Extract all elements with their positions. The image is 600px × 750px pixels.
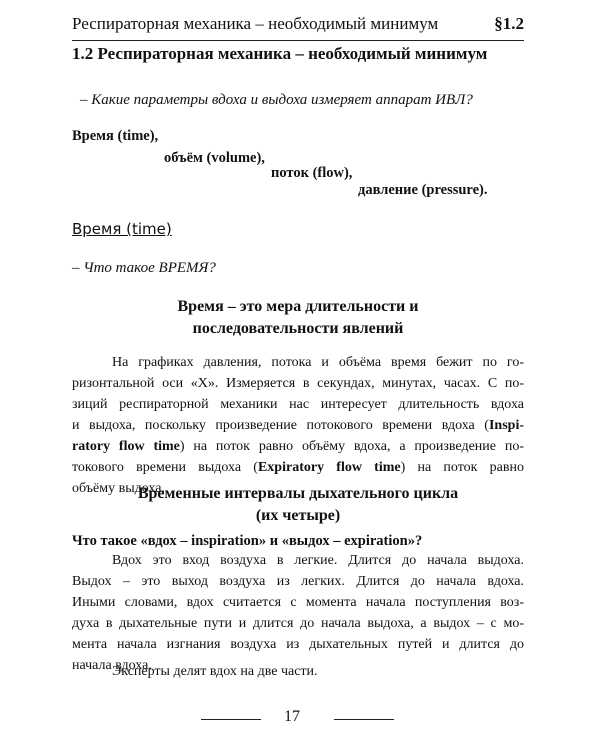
definition-line: последовательности явлений bbox=[192, 320, 404, 337]
term-inspiratory-cont: ratory flow time bbox=[72, 439, 180, 454]
text-segment: токового времени выдоха ( bbox=[72, 460, 258, 475]
text-line: Вдох это вход воздуха в легкие. Длится до начала выдоха. bbox=[112, 553, 524, 568]
section-title: 1.2 Респираторная механика – необходимый минимум bbox=[72, 44, 488, 63]
definition-line: Время – это мера длительности и bbox=[177, 298, 419, 315]
text-segment: и выдоха, поскольку произведение потокового времени вдоха ( bbox=[72, 418, 489, 433]
question-inspiration: Что такое «вдох – inspiration» и «выдох – expiration»? bbox=[72, 533, 423, 549]
text-line: ризонтальной оси «Х». Измеряется в секундах, минутах, часах. С по- bbox=[72, 376, 524, 391]
question-params: – Какие параметры вдоха и выдоха измеряет аппарат ИВЛ? bbox=[80, 92, 473, 108]
text-segment: ) на поток равно bbox=[400, 460, 524, 475]
question-time: – Что такое ВРЕМЯ? bbox=[72, 260, 216, 276]
footer-rule-left bbox=[201, 719, 261, 720]
param-flow: поток (flow), bbox=[271, 165, 353, 181]
text-line: начала вдоха. bbox=[72, 658, 152, 673]
text-line: На графиках давления, потока и объёма время бежит по го- bbox=[112, 355, 524, 370]
footer-rule-right bbox=[334, 719, 394, 720]
intervals-heading bbox=[72, 483, 524, 527]
definition-block bbox=[72, 296, 524, 340]
paragraph-time bbox=[72, 352, 524, 499]
paragraph-inspiration bbox=[72, 550, 524, 676]
page-number: 17 bbox=[284, 708, 300, 725]
intervals-heading-line: (их четыре) bbox=[255, 507, 341, 524]
closing-line: Эксперты делят вдох на две части. bbox=[112, 664, 318, 679]
intervals-heading-line: Временные интервалы дыхательного цикла bbox=[137, 485, 459, 502]
running-header-section: §1.2 bbox=[494, 14, 524, 33]
running-header-title: Респираторная механика – необходимый минимум bbox=[72, 14, 439, 33]
term-expiratory: Expiratory flow time bbox=[257, 460, 401, 475]
param-volume: объём (volume), bbox=[164, 150, 265, 166]
param-time: Время (time), bbox=[72, 128, 159, 144]
text-line bbox=[72, 436, 524, 457]
text-line: Выдох – это выход воздуха из легких. Длится до начала вдоха. bbox=[72, 574, 524, 589]
text-line: Иными словами, вдох считается с момента начала поступления воз- bbox=[72, 595, 524, 610]
term-inspiratory: Inspi- bbox=[488, 418, 524, 433]
text-line: объёму выдоха. bbox=[72, 481, 165, 496]
text-line bbox=[72, 415, 524, 436]
text-line: духа в дыхательные пути и длится до начала выдоха, а выдох – с мо- bbox=[72, 616, 524, 631]
running-header bbox=[72, 10, 524, 41]
subheading-time: Время (time) bbox=[72, 220, 172, 238]
text-line bbox=[72, 457, 524, 478]
text-segment: ) на поток равно объёму вдоха, а произведение по- bbox=[179, 439, 524, 454]
text-line: мента начала изгнания воздуха из дыхательных путей и длится до bbox=[72, 637, 524, 652]
text-line: зиций респираторной механики нас интересует длительность вдоха bbox=[72, 397, 524, 412]
param-pressure: давление (pressure). bbox=[358, 182, 488, 198]
